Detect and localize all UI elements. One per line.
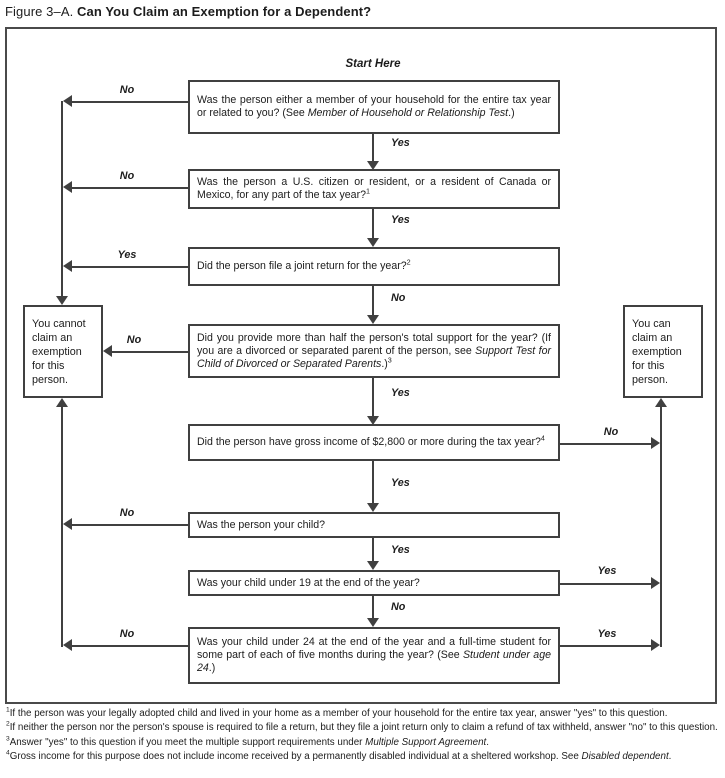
edge-label-q1-side: No — [119, 84, 135, 96]
arrowhead-left-icon — [63, 181, 72, 193]
question-text: Did you provide more than half the person's total support for the year? (If you are a divorced or separated parent of the person, see Support Test for Child of Divorced or Separated Parents.)$^3$ — [197, 331, 551, 370]
outcome-box-can-claim — [623, 305, 703, 398]
edge-label-q7-down: No — [391, 601, 406, 613]
connector-q6-q7-line — [372, 538, 374, 561]
arrowhead-down-icon — [367, 503, 379, 512]
footnote-2: $^2$If neither the person nor the person's spouse is required to file a return, but they file a joint return only to claim a refund of tax withheld, answer "no" to this question. — [6, 721, 718, 734]
outcome-text: You cannot claim an exemption for this person. — [32, 317, 86, 386]
edge-label-q8-left: No — [119, 628, 135, 640]
question-text: Was the person your child? — [197, 518, 325, 531]
connector-q5-no-line — [560, 443, 651, 445]
edge-label-q3-side: Yes — [117, 249, 137, 261]
footnote-1: $^1$If the person was your legally adopted child and lived in your home as a member of your household for the entire tax year, answer "yes" to this question. — [6, 706, 668, 719]
arrowhead-down-icon — [367, 238, 379, 247]
arrowhead-down-icon — [367, 315, 379, 324]
connector-q8-no-line — [72, 645, 188, 647]
question-box-support — [188, 324, 560, 378]
question-box-household — [188, 80, 560, 134]
edge-label-q6-down: Yes — [391, 544, 410, 556]
edge-label-q4-down: Yes — [391, 387, 410, 399]
connector-q2-no-line — [72, 187, 188, 189]
question-box-under-24-student — [188, 627, 560, 684]
arrowhead-right-icon — [651, 639, 660, 651]
figure-heading: Can You Claim an Exemption for a Dependent? — [77, 4, 372, 19]
outcome-text: You can claim an exemption for this person. — [632, 317, 682, 386]
arrowhead-left-icon — [63, 95, 72, 107]
footnotes — [6, 707, 719, 765]
arrowhead-down-icon — [367, 416, 379, 425]
arrowhead-up-icon — [655, 398, 667, 407]
question-text: Did the person file a joint return for the year?$^2$ — [197, 257, 411, 272]
arrowhead-left-icon — [63, 518, 72, 530]
footnote-4: $^4$Gross income for this purpose does not include income received by a permanently disabled individual at a sheltered workshop. See Disabled dependent. — [6, 749, 672, 763]
edge-label-q1-down: Yes — [391, 137, 410, 149]
arrowhead-down-icon — [367, 561, 379, 570]
connector-q6-no-line — [72, 524, 188, 526]
question-text: Was the person either a member of your household for the entire tax year or related to you? (See Member of Household or Relationship Test.) — [197, 94, 551, 119]
question-box-under-19 — [188, 570, 560, 596]
question-text: Did the person have gross income of $2,800 or more during the tax year?$^4$ — [197, 433, 545, 448]
arrowhead-right-icon — [651, 437, 660, 449]
edge-label-q2-down: Yes — [391, 214, 410, 226]
connector-q1-no-line — [72, 101, 188, 103]
arrowhead-left-icon — [103, 345, 112, 357]
connector-q3-yes-line — [72, 266, 188, 268]
question-box-citizen — [188, 169, 560, 209]
arrowhead-down-icon — [367, 161, 379, 170]
edge-label-q5-down: Yes — [391, 477, 410, 489]
edge-label-q3-down: No — [391, 292, 406, 304]
footnote-3: $^3$Answer "yes" to this question if you meet the multiple support requirements under Multiple Support Agreement. — [6, 735, 489, 748]
question-box-your-child — [188, 512, 560, 538]
question-text: Was the person a U.S. citizen or resident, or a resident of Canada or Mexico, for any part of the tax year?$^1$ — [197, 176, 551, 201]
question-text: Was your child under 19 at the end of the year? — [197, 576, 420, 589]
connector-q4-q5-line — [372, 378, 374, 416]
arrowhead-right-icon — [651, 577, 660, 589]
connector-q7-q8-line — [372, 596, 374, 618]
arrowhead-left-icon — [63, 639, 72, 651]
connector-q2-q3-line — [372, 209, 374, 238]
connector-q4-no-line — [112, 351, 188, 353]
connector-q1-q2-line — [372, 134, 374, 161]
question-text: Was your child under 24 at the end of the year and a full-time student for some part of each of five months during the year? (See Student under age 24.) — [197, 636, 551, 674]
start-here-label: Start Here — [345, 58, 401, 70]
edge-label-q4-side: No — [126, 334, 142, 346]
edge-label-q7-side: Yes — [597, 565, 617, 577]
outcome-box-cannot-claim — [23, 305, 103, 398]
edge-label-q8-right: Yes — [597, 628, 617, 640]
connector-q8-yes-line — [560, 645, 651, 647]
edge-label-q2-side: No — [119, 170, 135, 182]
edge-label-q5-side: No — [603, 426, 619, 438]
figure-title — [5, 4, 371, 19]
connector-q5-q6-line — [372, 461, 374, 503]
edge-label-q6-side: No — [119, 507, 135, 519]
question-box-joint-return — [188, 247, 560, 286]
arrowhead-down-icon — [56, 296, 68, 305]
right-rail-line — [660, 407, 662, 647]
question-box-gross-income — [188, 424, 560, 461]
connector-q3-q4-line — [372, 286, 374, 315]
connector-q7-yes-line — [560, 583, 651, 585]
arrowhead-down-icon — [367, 618, 379, 627]
figure-number: Figure 3–A. — [5, 4, 74, 19]
arrowhead-left-icon — [63, 260, 72, 272]
arrowhead-up-icon — [56, 398, 68, 407]
